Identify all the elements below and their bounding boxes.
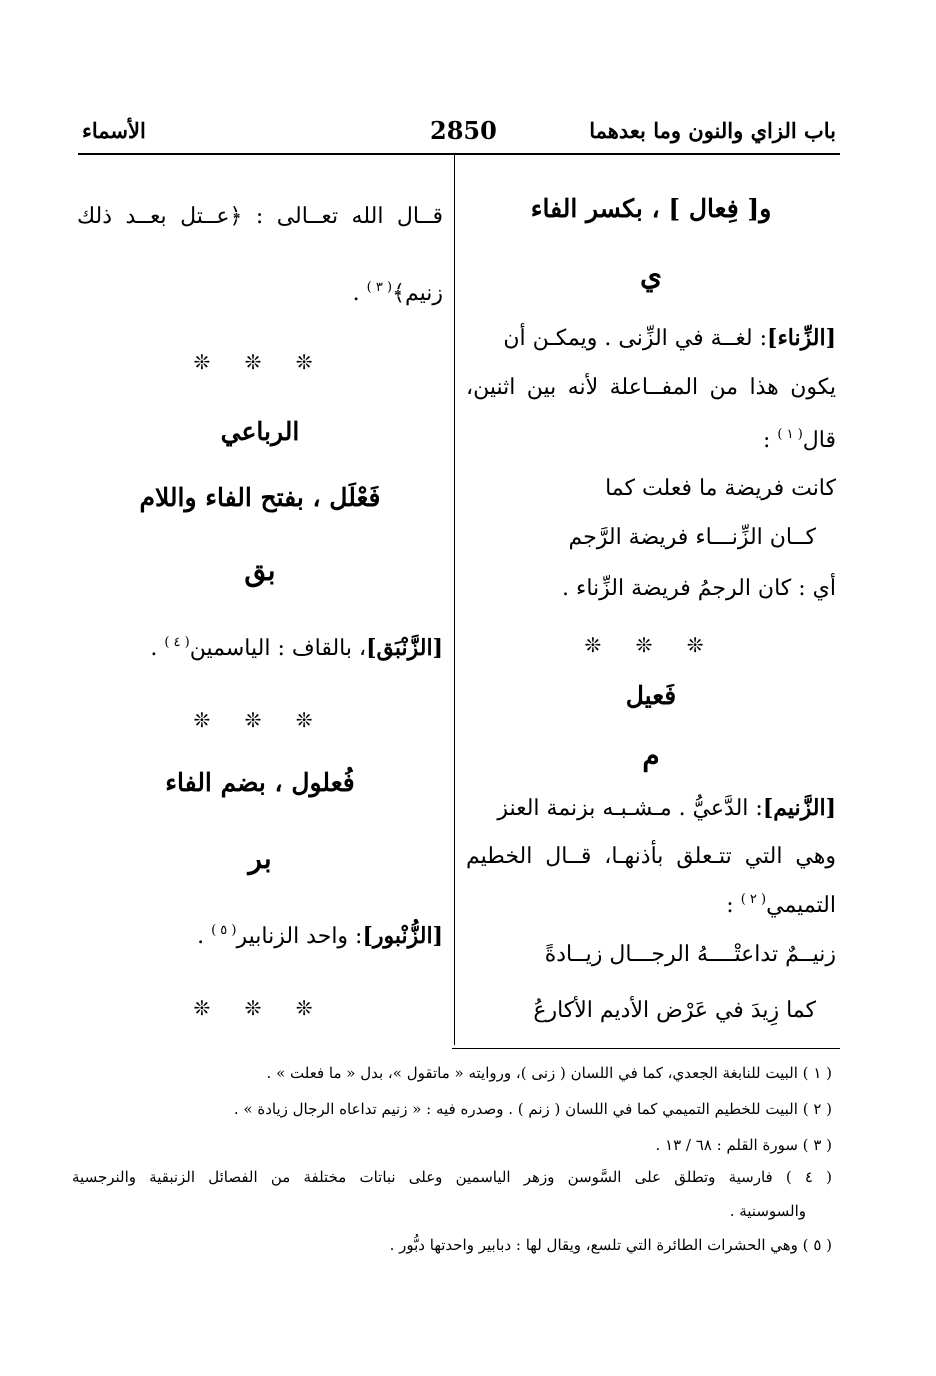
definition-text: ، بالقاف : الياسمين	[189, 636, 367, 661]
footnote-ref: ( ٢ )	[740, 892, 767, 907]
quote-intro: التميمي	[766, 893, 836, 918]
verse-line: كــان الزِّنـــاء فريضة الرَّجم	[568, 525, 816, 550]
quran-quote-line	[353, 281, 443, 305]
quran-quote-line: قــال الله تعــالى : ﴿عــتل بعــد ذلك	[77, 204, 443, 229]
footnote-ref: ( ١ )	[777, 427, 803, 442]
root-letter: ي	[640, 259, 662, 292]
footnote-rule	[452, 1048, 840, 1049]
section-divider: ❊ ❊ ❊	[193, 708, 327, 732]
section-divider: ❊ ❊ ❊	[193, 350, 327, 374]
verse-line: كما زِيدَ في عَرْض الأديم الأكارعُ	[533, 998, 816, 1023]
definition-text: : واحد الزنابير	[236, 924, 363, 949]
entry-line	[763, 428, 836, 452]
definition-text: : لغــة في الزِّنى . ويمكـن أن	[503, 326, 768, 351]
pattern-heading: فَعْلَل ، بفتح الفاء واللام	[139, 483, 381, 512]
headword: [الزَّنْبَق]	[366, 635, 443, 661]
footnote: ( ١ ) البيت للنابغة الجعدي، كما في اللسان ( زنى )، وروايته « ماتقول »، بدل « ما فعلت » .	[266, 1064, 832, 1082]
colon: :	[762, 428, 771, 453]
section-divider: ❊ ❊ ❊	[584, 633, 718, 657]
footnote: ( ٢ ) البيت للخطيم التميمي كما في اللسان ( زنم ) . وصدره فيه : « زنيم تداعاه الرجال زيادة » .	[233, 1100, 832, 1118]
pattern-heading: فُعلول ، بضم الفاء	[165, 768, 355, 797]
entry-line	[197, 924, 443, 948]
footnote: ( ٤ ) فارسية وتطلق على السَّوسن وزهر الياسمين وعلى نباتات مختلفة من الفصائل الزنبقية والنرجسية	[72, 1168, 832, 1186]
verse-line: كانت فريضة ما فعلت كما	[605, 476, 836, 501]
entry-line	[726, 893, 836, 917]
root-letters: بق	[244, 554, 276, 587]
footnote-ref: ( ٤ )	[164, 635, 190, 650]
entry-line	[503, 327, 836, 350]
headword: [الزِّناء]	[767, 325, 836, 351]
footnote-ref: ( ٥ )	[211, 923, 237, 938]
footnote: ( ٣ ) سورة القلم : ٦٨ / ١٣ .	[655, 1136, 832, 1154]
entry-line: وهي التي تتـعلق بأذنهـا، قــال الخطيم	[466, 844, 836, 869]
footnote-ref: ( ٣ )	[366, 280, 393, 295]
section-divider: ❊ ❊ ❊	[193, 996, 327, 1020]
footnote-continuation: والسوسنية .	[729, 1202, 806, 1220]
page-number: 2850	[430, 116, 497, 145]
footnote: ( ٥ ) وهي الحشرات الطائرة التي تلسع، ويقال لها : دبابير واحدتها دبُّور .	[389, 1236, 832, 1254]
entry-line	[150, 636, 443, 660]
period: .	[197, 924, 205, 949]
verse-line: زنيــمٌ تداعتْــــهُ الرجـــال زيــادةً	[544, 942, 836, 967]
entry-line	[497, 797, 836, 820]
pattern-heading: و[ فِعال ] ، بكسر الفاء	[530, 194, 772, 223]
definition-text: : الدَّعيُّ . مـشـبـه بزنمة العنز	[497, 796, 763, 821]
period: .	[352, 281, 360, 306]
header-rule	[78, 153, 840, 155]
headword: [الزُّنْبور]	[362, 923, 443, 949]
running-header-section: الأسماء	[82, 118, 146, 143]
column-separator	[454, 153, 455, 1045]
period: .	[150, 636, 158, 661]
entry-line: يكون هذا من المفــاعلة لأنه بين اثنين،	[466, 375, 836, 400]
root-letters: بر	[248, 842, 272, 875]
running-header-chapter: باب الزاي والنون وما بعدهما	[589, 118, 836, 143]
pattern-heading: فَعيل	[625, 681, 677, 710]
section-heading: الرباعي	[220, 417, 300, 446]
quote-intro: قال	[802, 428, 836, 453]
quote-text: زنيم﴾	[392, 281, 443, 306]
headword: [الزَّنيم]	[762, 795, 836, 821]
colon: :	[726, 893, 734, 918]
explanation-line: أي : كان الرجمُ فريضة الزِّناء .	[561, 576, 836, 601]
root-letter: م	[642, 739, 660, 772]
